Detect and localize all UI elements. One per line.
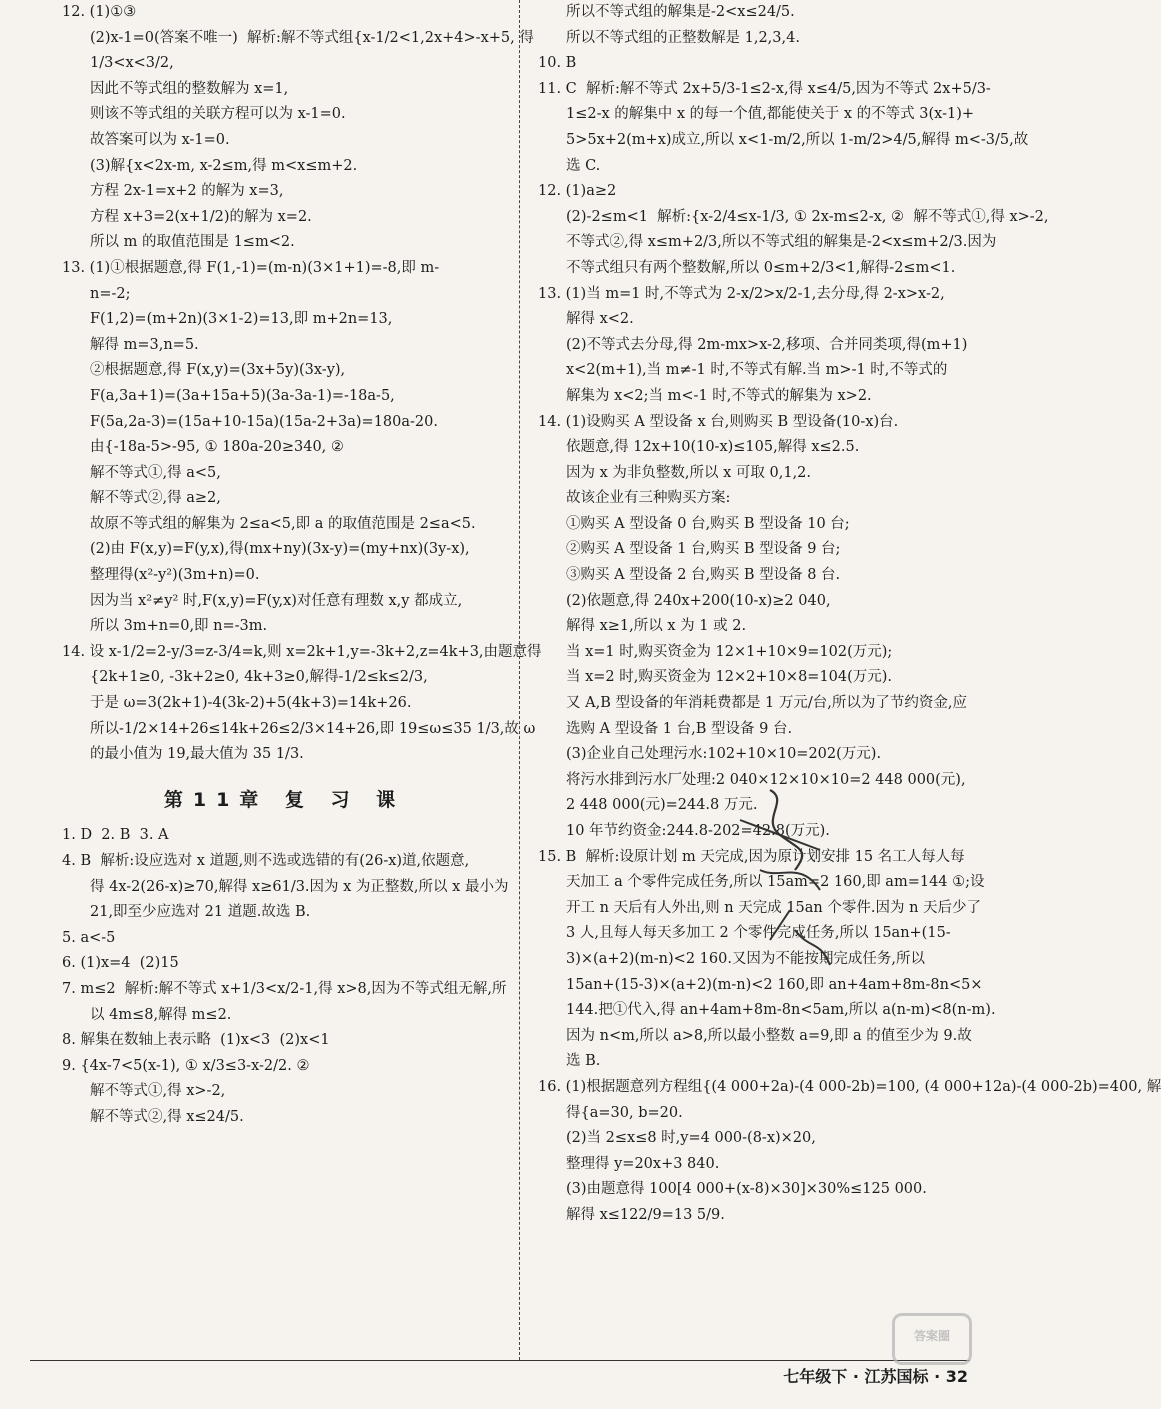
answer-line: 3 人,且每人每天多加工 2 个零件完成任务,所以 15an+(15- — [566, 925, 951, 942]
answer-line: 14. (1)设购买 A 型设备 x 台,则购买 B 型设备(10-x)台. — [538, 413, 899, 430]
answer-line: n=-2; — [90, 285, 131, 302]
answer-line: {2k+1≥0, -3k+2≥0, 4k+3≥0,解得-1/2≤k≤2/3, — [90, 669, 428, 686]
answer-line: 选 B. — [566, 1053, 601, 1070]
answer-line: (3)解{x<2x-m, x-2≤m,得 m<x≤m+2. — [90, 157, 358, 174]
answer-line: ①购买 A 型设备 0 台,购买 B 型设备 10 台; — [566, 515, 850, 532]
answer-line: 又 A,B 型设备的年消耗费都是 1 万元/台,所以为了节约资金,应 — [566, 695, 967, 712]
answer-line: 5>5x+2(m+x)成立,所以 x<1-m/2,所以 1-m/2>4/5,解得 m<-3/5,故 — [566, 131, 1029, 148]
answer-line: 5. a<-5 — [62, 929, 116, 946]
answer-line: 不等式②,得 x≤m+2/3,所以不等式组的解集是-2<x≤m+2/3.因为 — [566, 234, 997, 251]
answer-line: 因为 n<m,所以 a>8,所以最小整数 a=9,即 a 的值至少为 9.故 — [566, 1027, 972, 1044]
answer-line: (2)当 2≤x≤8 时,y=4 000-(8-x)×20, — [566, 1130, 816, 1147]
answer-line: 得 4x-2(26-x)≥70,解得 x≥61/3.因为 x 为正整数,所以 x 最小为 — [90, 878, 509, 895]
answer-line: 11. C 解析:解不等式 2x+5/3-1≤2-x,得 x≤4/5,因为不等式 2x+5/3- — [538, 80, 991, 97]
answer-line: 解得 m=3,n=5. — [90, 336, 199, 353]
answer-line: 2 448 000(元)=244.8 万元. — [566, 797, 758, 814]
answer-line: 由{-18a-5>-95, ① 180a-20≥340, ② — [90, 439, 344, 456]
answer-line: 整理得(x²-y²)(3m+n)=0. — [90, 567, 260, 584]
column-divider — [519, 0, 520, 1360]
answer-line: 13. (1)当 m=1 时,不等式为 2-x/2>x/2-1,去分母,得 2-x>x-2, — [538, 285, 945, 302]
watermark-logo: 答案圈 — [892, 1313, 972, 1365]
answer-line: (3)企业自己处理污水:102+10×10=202(万元). — [566, 746, 882, 763]
answer-line: 整理得 y=20x+3 840. — [566, 1155, 720, 1172]
answer-line: 解不等式②,得 x≤24/5. — [90, 1108, 244, 1125]
answer-line: 解集为 x<2;当 m<-1 时,不等式的解集为 x>2. — [566, 387, 872, 404]
review-answer-lines — [62, 823, 507, 1130]
answer-line: 故原不等式组的解集为 2≤a<5,即 a 的取值范围是 2≤a<5. — [90, 515, 476, 532]
answer-line: 144.把①代入,得 an+4am+8m-8n<5am,所以 a(n-m)<8(n-m). — [566, 1002, 996, 1019]
answer-line: 所以不等式组的解集是-2<x≤24/5. — [566, 4, 795, 20]
answer-line: 方程 x+3=2(x+1/2)的解为 x=2. — [90, 208, 312, 225]
answer-line: 开工 n 天后有人外出,则 n 天完成 15an 个零件.因为 n 天后少了 — [566, 899, 982, 916]
answer-line: 选购 A 型设备 1 台,B 型设备 9 台. — [566, 720, 793, 737]
answer-line: 12. (1)①③ — [62, 4, 137, 20]
answer-line: (2)依题意,得 240x+200(10-x)≥2 040, — [566, 592, 831, 609]
answer-line: 所以不等式组的正整数解是 1,2,3,4. — [566, 29, 800, 46]
answer-line: ③购买 A 型设备 2 台,购买 B 型设备 8 台. — [566, 567, 841, 584]
answer-line: 得{a=30, b=20. — [566, 1104, 683, 1121]
answer-line: 3)×(a+2)(m-n)<2 160.又因为不能按期完成任务,所以 — [566, 950, 926, 967]
answer-line: (2)不等式去分母,得 2m-mx>x-2,移项、合并同类项,得(m+1) — [566, 336, 968, 353]
answer-line: 因为当 x²≠y² 时,F(x,y)=F(y,x)对任意有理数 x,y 都成立, — [90, 592, 463, 609]
answer-line: ②根据题意,得 F(x,y)=(3x+5y)(3x-y), — [90, 362, 346, 379]
answer-line: 依题意,得 12x+10(10-x)≤105,解得 x≤2.5. — [566, 439, 860, 456]
answer-line: 于是 ω=3(2k+1)-4(3k-2)+5(4k+3)=14k+26. — [90, 695, 412, 712]
answer-line: 21,即至少应选对 21 道题.故选 B. — [90, 904, 311, 921]
answer-line: 当 x=2 时,购买资金为 12×2+10×8=104(万元). — [566, 669, 893, 686]
answer-line: 所以 m 的取值范围是 1≤m<2. — [90, 234, 295, 251]
answer-line: 故答案可以为 x-1=0. — [90, 131, 230, 148]
answer-line: 10. B — [538, 55, 577, 72]
answer-line: 6. (1)x=4 (2)15 — [62, 955, 179, 972]
answer-line: 16. (1)根据题意列方程组{(4 000+2a)-(4 000-2b)=100, (4 000+12a)-(4 000-2b)=400, 解 — [538, 1078, 1161, 1095]
answer-line: 解不等式②,得 a≥2, — [90, 490, 221, 507]
answer-line: 因为 x 为非负整数,所以 x 可取 0,1,2. — [566, 464, 812, 481]
answer-line: 不等式组只有两个整数解,所以 0≤m+2/3<1,解得-2≤m<1. — [566, 259, 956, 276]
answer-line: 1≤2-x 的解集中 x 的每一个值,都能使关于 x 的不等式 3(x-1)+ — [566, 106, 975, 123]
answer-line: 解不等式①,得 x>-2, — [90, 1083, 226, 1100]
answer-line: F(1,2)=(m+2n)(3×1-2)=13,即 m+2n=13, — [90, 311, 393, 328]
footer-rule — [30, 1360, 970, 1361]
answer-line: 解得 x≤122/9=13 5/9. — [566, 1206, 725, 1223]
answer-line: 天加工 a 个零件完成任务,所以 15am=2 160,即 am=144 ①;设 — [566, 874, 985, 891]
answer-line: 解得 x≥1,所以 x 为 1 或 2. — [566, 618, 747, 635]
answer-line: 8. 解集在数轴上表示略 (1)x<3 (2)x<1 — [62, 1032, 330, 1049]
answer-line: 4. B 解析:设应选对 x 道题,则不选或选错的有(26-x)道,依题意, — [62, 853, 470, 869]
answer-line: 方程 2x-1=x+2 的解为 x=3, — [90, 183, 284, 200]
answer-line: 7. m≤2 解析:解不等式 x+1/3<x/2-1,得 x>8,因为不等式组无解,所 — [62, 980, 507, 997]
chapter-title: 第11章 复 习 课 — [163, 788, 406, 811]
answer-line: 所以 3m+n=0,即 n=-3m. — [90, 618, 268, 635]
answer-line: 选 C. — [566, 157, 601, 174]
answer-line: 1/3<x<3/2, — [90, 55, 174, 72]
answer-line: 以 4m≤8,解得 m≤2. — [90, 1006, 232, 1023]
answer-line: F(5a,2a-3)=(15a+10-15a)(15a-2+3a)=180a-20. — [90, 413, 438, 430]
answer-line: (3)由题意得 100[4 000+(x-8)×30]×30%≤125 000. — [566, 1181, 927, 1198]
page-footer: 七年级下 · 江苏国标 · 32 — [783, 1367, 968, 1386]
answer-line: 则该不等式组的关联方程可以为 x-1=0. — [90, 106, 346, 123]
answer-line: 1. D 2. B 3. A — [62, 827, 169, 844]
answer-line: 当 x=1 时,购买资金为 12×1+10×9=102(万元); — [566, 643, 893, 660]
answer-line: 12. (1)a≥2 — [538, 183, 617, 200]
answer-line: 故该企业有三种购买方案: — [566, 490, 731, 507]
answer-line: 14. 设 x-1/2=2-y/3=z-3/4=k,则 x=2k+1,y=-3k+2,z=4k+3,由题意得 — [62, 643, 542, 660]
answer-line: 10 年节约资金:244.8-202=42.8(万元). — [566, 823, 830, 839]
left-column — [62, 0, 542, 1131]
answer-line: 解不等式①,得 a<5, — [90, 464, 221, 481]
answer-line: 的最小值为 19,最大值为 35 1/3. — [90, 746, 304, 763]
answer-line: ②购买 A 型设备 1 台,购买 B 型设备 9 台; — [566, 541, 841, 558]
answer-line: x<2(m+1),当 m≠-1 时,不等式有解.当 m>-1 时,不等式的 — [566, 362, 948, 379]
answer-line: 将污水排到污水厂处理:2 040×12×10×10=2 448 000(元), — [566, 771, 966, 788]
answer-line: 因此不等式组的整数解为 x=1, — [90, 80, 289, 97]
right-answer-lines — [538, 0, 1161, 1229]
answer-line: (2)-2≤m<1 解析:{x-2/4≤x-1/3, ① 2x-m≤2-x, ② 解不等式①,得 x>-2, — [566, 208, 1049, 225]
answer-line: 所以-1/2×14+26≤14k+26≤2/3×14+26,即 19≤ω≤35 1/3,故 ω — [90, 720, 536, 737]
answer-line: (2)由 F(x,y)=F(y,x),得(mx+ny)(3x-y)=(my+nx)(3y-x), — [90, 541, 470, 558]
left-answer-lines — [62, 0, 542, 768]
answer-line: 解得 x<2. — [566, 311, 634, 328]
answer-line: 15. B 解析:设原计划 m 天完成,因为原计划安排 15 名工人每人每 — [538, 848, 965, 865]
answer-line: 13. (1)①根据题意,得 F(1,-1)=(m-n)(3×1+1)=-8,即 m- — [62, 259, 440, 276]
answer-line: (2)x-1=0(答案不唯一) 解析:解不等式组{x-1/2<1,2x+4>-x+5, 得 — [90, 29, 534, 46]
answer-line: 15an+(15-3)×(a+2)(m-n)<2 160,即 an+4am+8m-8n<5× — [566, 976, 983, 993]
answer-line: F(a,3a+1)=(3a+15a+5)(3a-3a-1)=-18a-5, — [90, 387, 395, 404]
right-column — [538, 0, 1161, 1229]
answer-line: 9. {4x-7<5(x-1), ① x/3≤3-x-2/2. ② — [62, 1057, 310, 1074]
